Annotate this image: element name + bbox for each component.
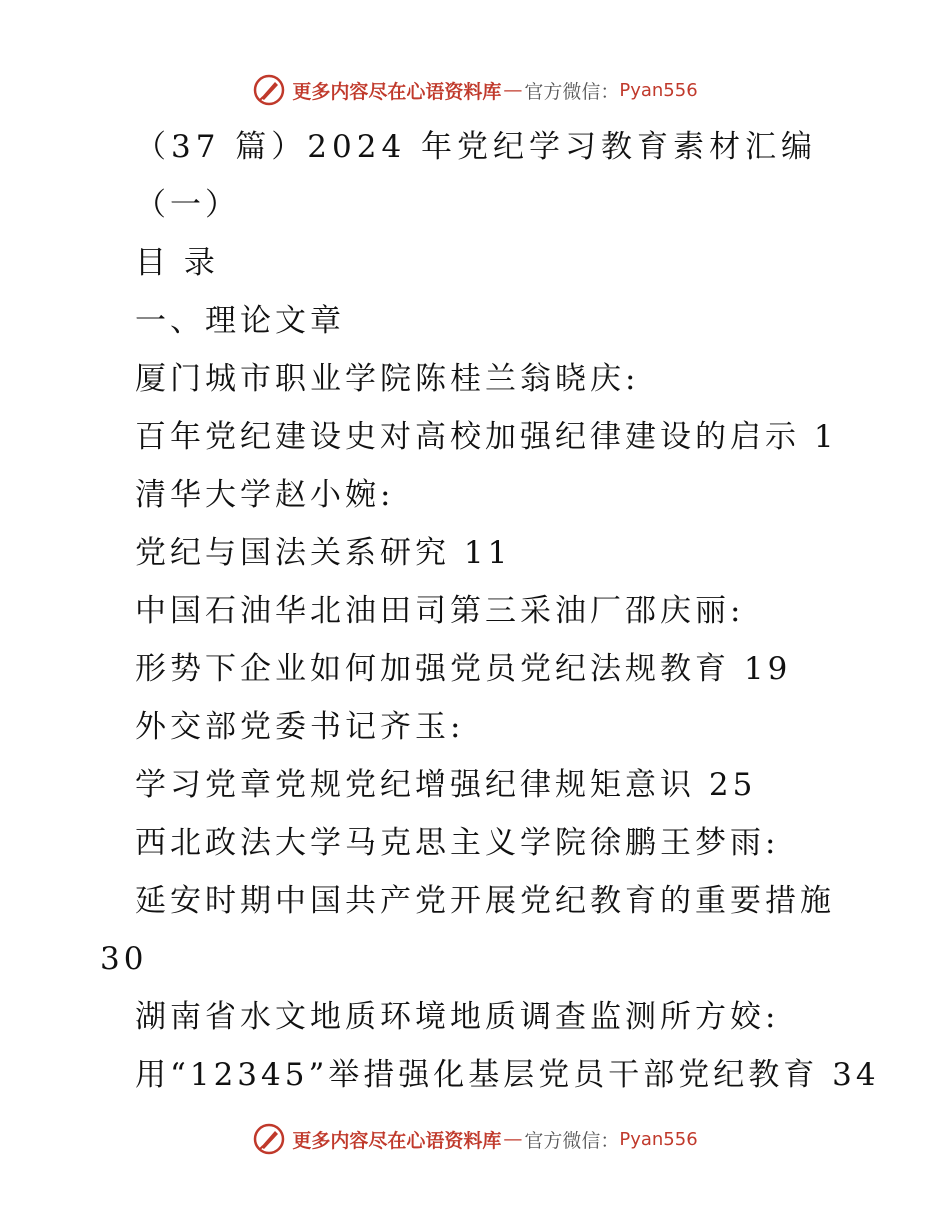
- toc-entry-author: 中国石油华北油田司第三采油厂邵庆丽:: [135, 593, 745, 629]
- watermark-header: [0, 70, 950, 110]
- watermark-wechat-id: Pyan556: [619, 1128, 698, 1150]
- watermark-wechat-label: 官方微信：: [524, 1129, 620, 1152]
- toc-entry-title: 用“12345”举措强化基层党员干部党纪教育 34: [135, 1057, 880, 1093]
- toc-entry-author: 湖南省水文地质环境地质调查监测所方姣:: [135, 999, 780, 1035]
- toc-entry-title: 学习党章党规党纪增强纪律规矩意识 25: [135, 767, 757, 803]
- watermark-main-text: 更多内容尽在心语资料库: [292, 80, 502, 103]
- toc-heading: 目 录: [135, 245, 219, 281]
- section-heading: 一、理论文章: [135, 303, 345, 339]
- toc-entry-author: 清华大学赵小婉:: [135, 477, 395, 513]
- quill-logo-icon: [252, 73, 286, 107]
- toc-entry-author: 西北政法大学马克思主义学院徐鹏王梦雨:: [135, 825, 780, 861]
- toc-entry-author: 外交部党委书记齐玉:: [135, 709, 465, 745]
- toc-entry-page: 30: [100, 941, 148, 977]
- document-volume: （一）: [135, 187, 240, 223]
- toc-entry-title: 延安时期中国共产党开展党纪教育的重要措施: [135, 883, 835, 919]
- watermark-wechat-id: Pyan556: [619, 79, 698, 101]
- quill-logo-icon: [252, 1122, 286, 1156]
- watermark-footer: [0, 1119, 950, 1159]
- document-title: （37 篇）2024 年党纪学习教育素材汇编: [135, 129, 818, 165]
- watermark-dash: —: [503, 1128, 523, 1150]
- watermark-wechat-label: 官方微信：: [524, 80, 620, 103]
- watermark-dash: —: [503, 79, 523, 101]
- toc-entry-title: 党纪与国法关系研究 11: [135, 535, 512, 571]
- toc-entry-title: 百年党纪建设史对高校加强纪律建设的启示 1: [135, 419, 838, 455]
- toc-entry-author: 厦门城市职业学院陈桂兰翁晓庆:: [135, 361, 640, 397]
- toc-entry-title: 形势下企业如何加强党员党纪法规教育 19: [135, 651, 792, 687]
- watermark-main-text: 更多内容尽在心语资料库: [292, 1129, 502, 1152]
